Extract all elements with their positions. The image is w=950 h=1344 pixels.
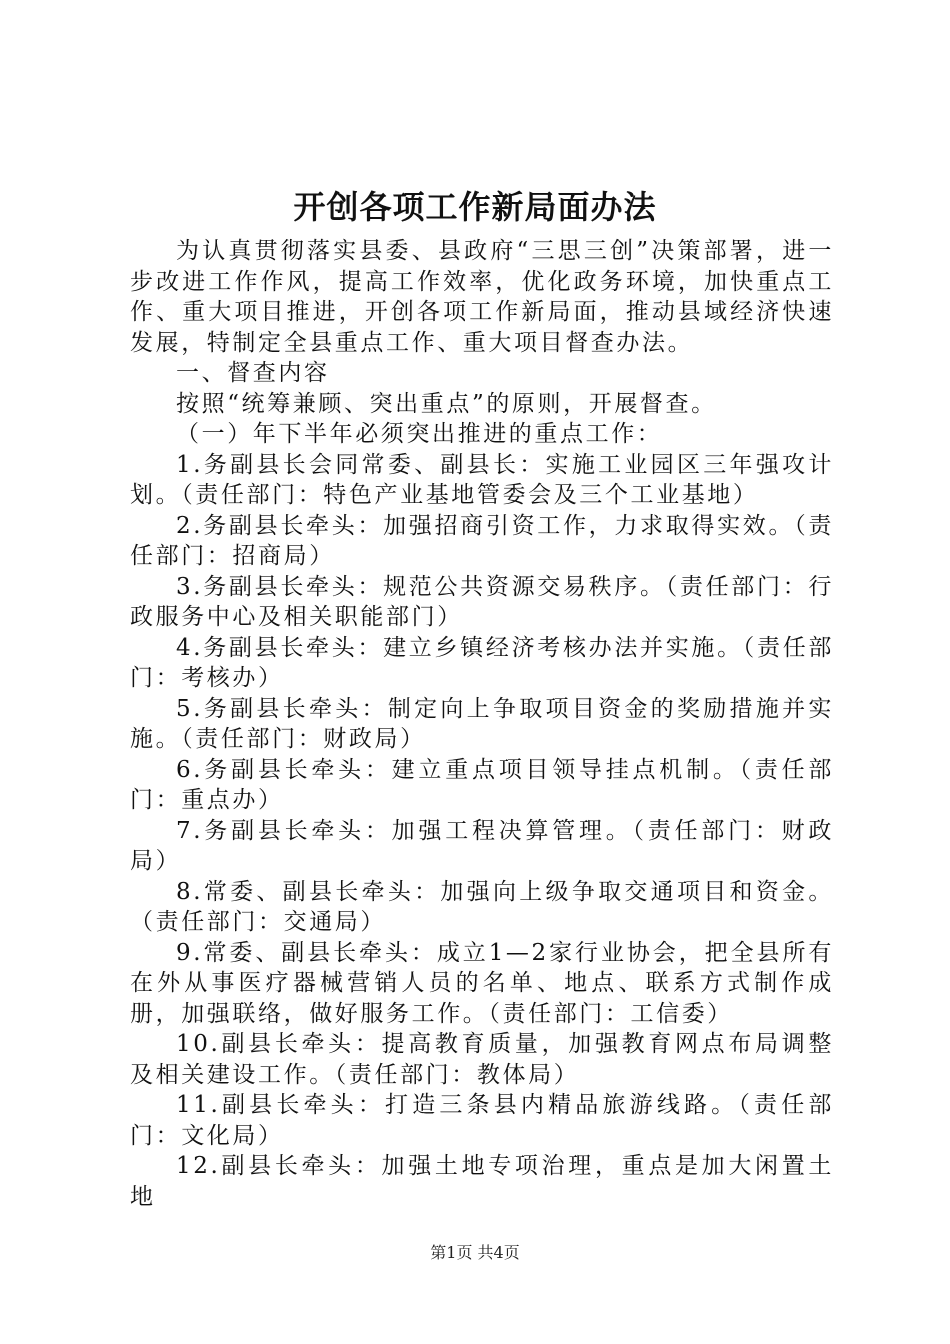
list-item: 12.副县长牵头：加强土地专项治理，重点是加大闲置土地 bbox=[130, 1153, 834, 1210]
document-title: 开创各项工作新局面办法 bbox=[293, 188, 657, 226]
list-item: 7.务副县长牵头：加强工程决算管理。（责任部门：财政局） bbox=[130, 817, 834, 874]
paragraph-intro: 为认真贯彻落实县委、县政府“三思三创”决策部署，进一步改进工作作风，提高工作效率，优化政务环境，加快重点工作、重大项目推进，开创各项工作新局面，推动县域经济快速发展，特制定全县重点工作、重大项目督查办法。 bbox=[130, 238, 834, 356]
list-item: 3.务副县长牵头：规范公共资源交易秩序。（责任部门：行政服务中心及相关职能部门） bbox=[130, 573, 834, 630]
list-item: 2.务副县长牵头：加强招商引资工作，力求取得实效。（责任部门：招商局） bbox=[130, 512, 834, 569]
list-item: 4.务副县长牵头：建立乡镇经济考核办法并实施。（责任部门：考核办） bbox=[130, 634, 834, 691]
section-heading: 一、督查内容 bbox=[176, 360, 330, 386]
list-item: 10.副县长牵头：提高教育质量，加强教育网点布局调整及相关建设工作。（责任部门：教体局） bbox=[130, 1031, 834, 1088]
list-item: 6.务副县长牵头：建立重点项目领导挂点机制。（责任部门：重点办） bbox=[130, 756, 834, 813]
document-body bbox=[130, 236, 834, 1212]
list-item: 11.副县长牵头：打造三条县内精品旅游线路。（责任部门：文化局） bbox=[130, 1092, 834, 1149]
paragraph-principle: 按照“统筹兼顾、突出重点”的原则，开展督查。 bbox=[176, 390, 717, 417]
page-indicator: 第1页 共4页 bbox=[430, 1243, 520, 1262]
list-item: 9.常委、副县长牵头：成立1—2家行业协会，把全县所有在外从事医疗器械营销人员的名单、地点、联系方式制作成册，加强联络，做好服务工作。（责任部门：工信委） bbox=[130, 939, 834, 1027]
list-item: 8.常委、副县长牵头：加强向上级争取交通项目和资金。（责任部门：交通局） bbox=[130, 878, 834, 935]
list-item: 1.务副县长会同常委、副县长：实施工业园区三年强攻计划。（责任部门：特色产业基地管委会及三个工业基地） bbox=[130, 451, 834, 508]
subsection-heading: （一）年下半年必须突出推进的重点工作： bbox=[176, 421, 663, 447]
list-item: 5.务副县长牵头：制定向上争取项目资金的奖励措施并实施。（责任部门：财政局） bbox=[130, 695, 834, 752]
